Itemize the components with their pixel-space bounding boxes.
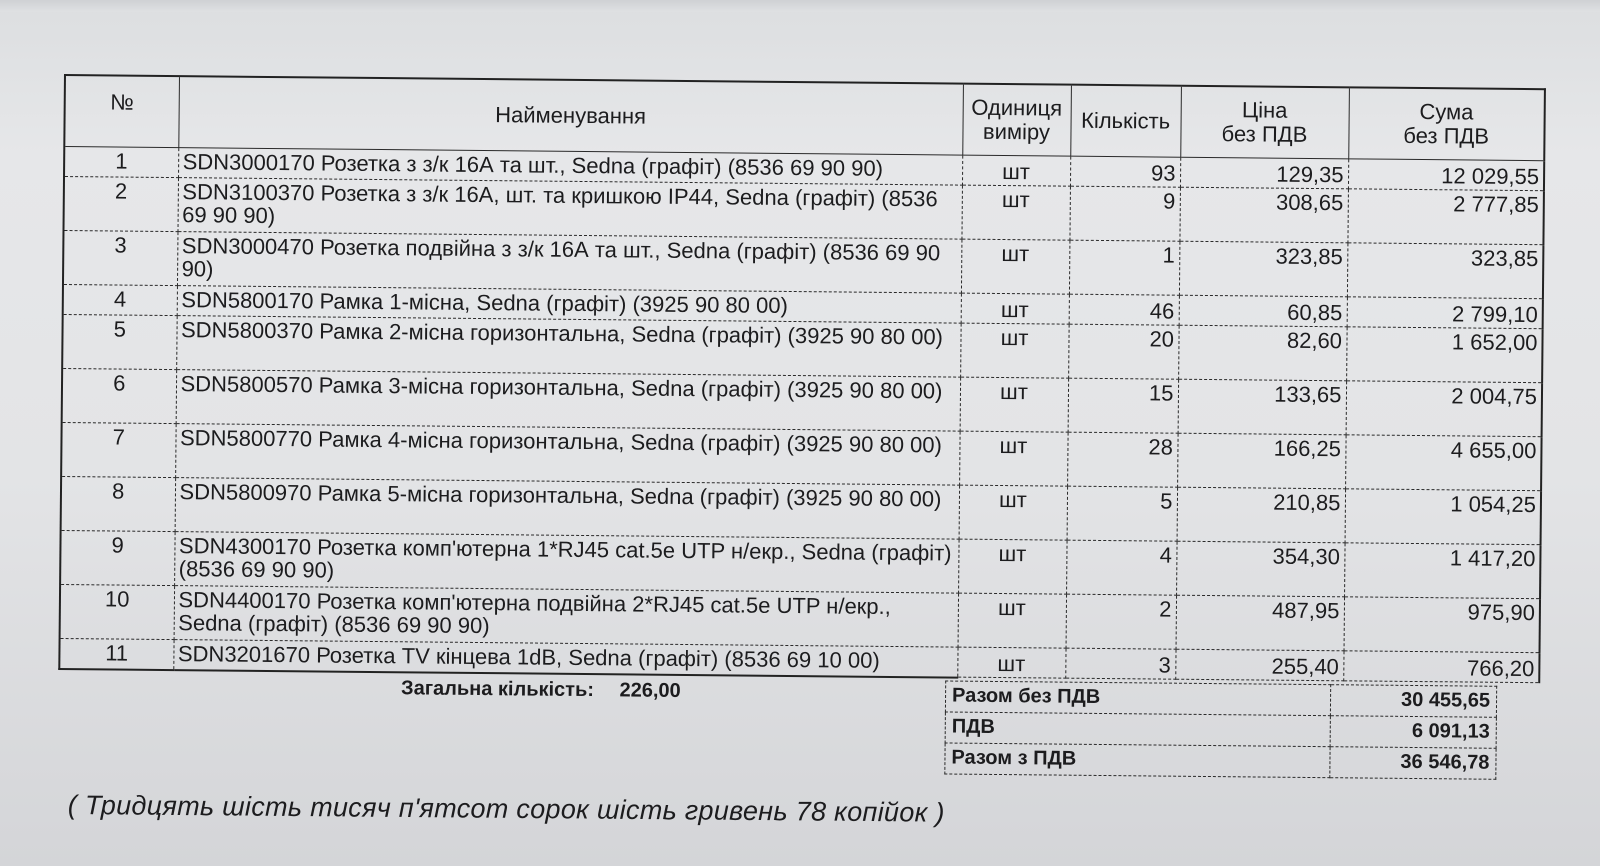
header-name: Найменування [178, 76, 963, 155]
row-name: SDN4300170 Розетка комп'ютерна 1*RJ45 cat.5e UTP н/екр., Sedna (графіт) (8536 69 90 90) [174, 532, 958, 594]
row-unit: шт [959, 431, 1068, 486]
row-quantity: 5 [1067, 486, 1178, 541]
row-quantity: 46 [1069, 294, 1179, 325]
row-name: SDN5800970 Рамка 5-місна горизонтальна, Sedna (графіт) (3925 90 80 00) [175, 478, 959, 540]
row-name: SDN3000470 Розетка подвійна з з/к 16А та шт., Sedna (графіт) (8536 69 90 90) [177, 232, 961, 294]
header-unit-line1: Одиниця [971, 94, 1063, 121]
row-sum: 975,90 [1344, 597, 1541, 653]
row-name: SDN5800370 Рамка 2-місна горизонтальна, Sedna (графіт) (3925 90 80 00) [176, 316, 960, 378]
row-number: 7 [61, 422, 176, 477]
row-quantity: 4 [1066, 540, 1177, 595]
row-number: 3 [63, 231, 178, 286]
amount-in-words: ( Тридцять шість тисяч п'ятсот сорок шість гривень 78 копійок ) [67, 790, 945, 828]
row-price: 487,95 [1176, 595, 1345, 651]
totals-table [944, 680, 1497, 779]
header-unit-line2: виміру [982, 118, 1051, 145]
row-number: 8 [61, 476, 176, 531]
header-quantity: Кількість [1070, 85, 1181, 158]
row-price: 255,40 [1175, 649, 1343, 681]
total-quantity-label: Загальна кількість: [401, 676, 595, 701]
row-unit: шт [957, 647, 1065, 678]
row-number: 10 [60, 584, 175, 639]
total-without-vat-label: Разом без ПДВ [945, 680, 1330, 715]
total-quantity-value: 226,00 [619, 678, 681, 702]
row-sum: 1 417,20 [1344, 543, 1541, 599]
row-number: 1 [64, 147, 178, 178]
row-number: 4 [63, 284, 177, 315]
row-quantity: 93 [1070, 156, 1180, 187]
row-sum: 2 777,85 [1347, 189, 1544, 245]
row-quantity: 3 [1065, 648, 1175, 679]
row-number: 11 [59, 638, 173, 669]
row-unit: шт [958, 539, 1067, 594]
invoice-document [57, 74, 1544, 784]
row-price: 133,65 [1178, 379, 1347, 435]
row-price: 210,85 [1177, 487, 1346, 543]
row-unit: шт [958, 593, 1067, 648]
row-unit: шт [961, 293, 1069, 324]
totals-row [945, 742, 1496, 778]
row-quantity: 28 [1067, 432, 1178, 487]
row-name: SDN3201670 Розетка TV кінцева 1dB, Sedna (графіт) (8536 69 10 00) [173, 640, 957, 678]
row-name: SDN5800170 Рамка 1-місна, Sedna (графіт) (3925 90 80 00) [177, 286, 961, 324]
row-sum: 1 054,25 [1345, 489, 1542, 545]
row-price: 60,85 [1179, 295, 1347, 327]
row-price: 323,85 [1179, 241, 1348, 297]
header-price-line2: без ПДВ [1221, 121, 1308, 147]
row-number: 5 [62, 314, 177, 369]
window-toolbar-strip [0, 0, 1600, 12]
row-quantity: 20 [1068, 324, 1179, 379]
row-sum: 12 029,55 [1348, 159, 1544, 191]
row-price: 129,35 [1180, 157, 1348, 189]
row-name: SDN4400170 Розетка комп'ютерна подвійна 2*RJ45 cat.5e UTP н/екр., Sedna (графіт) (8536 69 90 90) [174, 586, 958, 648]
header-number: № [64, 75, 179, 148]
total-without-vat-value: 30 455,65 [1330, 684, 1496, 717]
row-quantity: 9 [1069, 186, 1180, 241]
header-unit [962, 84, 1071, 157]
row-price: 308,65 [1179, 187, 1348, 243]
row-name: SDN3000170 Розетка з з/к 16А та шт., Sedna (графіт) (8536 69 90 90) [178, 148, 962, 186]
row-sum: 4 655,00 [1345, 435, 1542, 491]
row-name: SDN5800570 Рамка 3-місна горизонтальна, Sedna (графіт) (3925 90 80 00) [176, 370, 960, 432]
row-sum: 1 652,00 [1346, 327, 1543, 383]
row-name: SDN3100370 Розетка з з/к 16А, шт. та кришкою IP44, Sedna (графіт) (8536 69 90 90) [177, 178, 961, 240]
row-unit: шт [961, 185, 1070, 240]
row-quantity: 15 [1068, 378, 1179, 433]
header-price [1180, 86, 1349, 159]
row-unit: шт [962, 155, 1070, 186]
row-quantity: 1 [1069, 240, 1180, 295]
total-with-vat-label: Разом з ПДВ [945, 742, 1330, 777]
row-unit: шт [961, 239, 1070, 294]
row-unit: шт [959, 485, 1068, 540]
header-sum-line2: без ПДВ [1403, 122, 1490, 149]
row-price: 354,30 [1176, 541, 1345, 597]
row-sum: 2 004,75 [1346, 381, 1543, 437]
row-name: SDN5800770 Рамка 4-місна горизонтальна, Sedna (графіт) (3925 90 80 00) [175, 424, 959, 486]
total-with-vat-value: 36 546,78 [1330, 746, 1496, 779]
row-number: 6 [62, 368, 177, 423]
row-number: 9 [60, 530, 175, 585]
header-sum-line1: Сума [1419, 99, 1474, 125]
row-sum: 766,20 [1343, 651, 1539, 683]
row-number: 2 [63, 177, 178, 232]
invoice-footer [57, 669, 1538, 783]
row-price: 166,25 [1177, 433, 1346, 489]
row-sum: 2 799,10 [1347, 297, 1543, 329]
header-sum [1348, 87, 1545, 160]
row-quantity: 2 [1066, 594, 1177, 649]
invoice-items-table [58, 74, 1546, 684]
header-price-line1: Ціна [1241, 97, 1288, 123]
row-sum: 323,85 [1347, 243, 1544, 299]
row-unit: шт [960, 377, 1069, 432]
vat-value: 6 091,13 [1330, 715, 1496, 748]
vat-label: ПДВ [945, 711, 1330, 746]
row-unit: шт [960, 323, 1069, 378]
total-quantity [401, 677, 681, 703]
row-price: 82,60 [1178, 325, 1347, 381]
